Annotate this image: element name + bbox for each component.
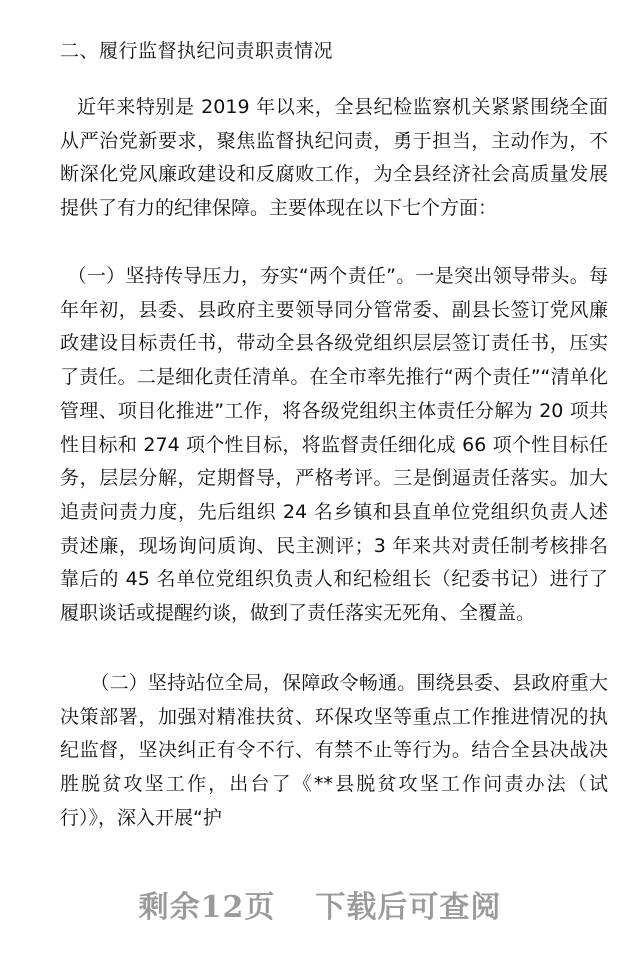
paragraph-intro: 近年来特别是 2019 年以来，全县纪检监察机关紧紧围绕全面从严治党新要求，聚焦监督执纪问责，勇于担当，主动作为，不断深化党风廉政建设和反腐败工作，为全县经济社会高质量发展提供了有力的纪律保障。主要体现在以下七个方面：	[60, 96, 608, 220]
paragraph-item-2: （二）坚持站位全局，保障政令畅通。围绕县委、县政府重大决策部署，加强对精准扶贫、环保攻坚等重点工作推进情况的执纪监督，坚决纠正有令不行、有禁不止等行为。结合全县决战决胜脱贫攻坚工作，出台了《**县脱贫攻坚工作问责办法（试行）》，深入开展“护	[60, 672, 608, 829]
download-hint-text: 下载后可查阅	[315, 890, 502, 925]
remaining-pages-text: 剩余12页	[138, 890, 276, 925]
section-heading: 二、履行监督执纪问责职责情况	[60, 40, 334, 62]
download-prompt-banner[interactable]	[0, 888, 640, 928]
paragraph-item-1: （一）坚持传导压力，夯实“两个责任”。一是突出领导带头。每年年初，县委、县政府主要领导同分管常委、副县长签订党风廉政建设目标责任书，带动全县各级党组织层层签订责任书，压实了责任。二是细化责任清单。在全市率先推行“两个责任”“清单化管理、项目化推进”工作，将各级党组织主体责任分解为 20 项共性目标和 274 项个性目标，将监督责任细化成 66 项个性目标任务，层层分解，定期督导，严格考评。三是倒逼责任落实。加大追责问责力度，先后组织 24 名乡镇和县直单位党组织负责人述责述廉，现场询问质询、民主测评；3 年来共对责任制考核排名靠后的 45 名单位党组织负责人和纪检组长（纪委书记）进行了履职谈话或提醒约谈，做到了责任落实无死角、全覆盖。	[60, 265, 608, 625]
